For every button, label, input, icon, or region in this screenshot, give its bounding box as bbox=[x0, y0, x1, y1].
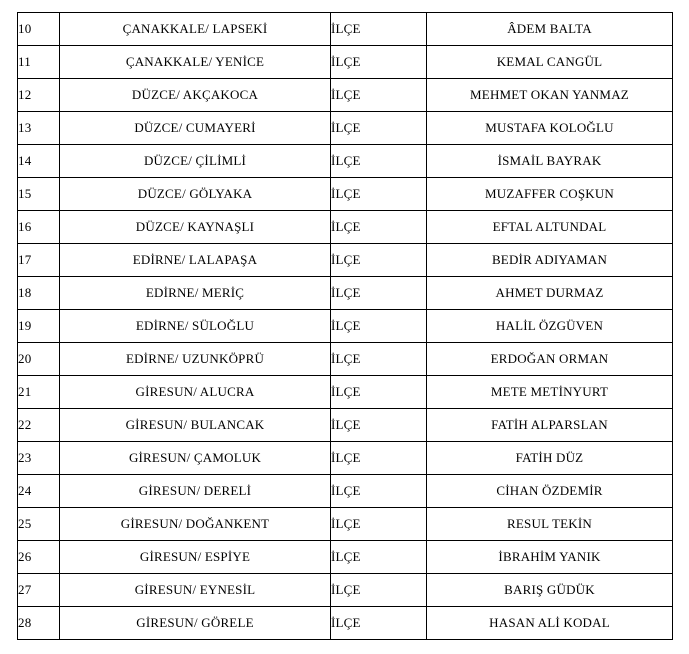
unit-type: İLÇE bbox=[331, 475, 427, 508]
candidate-name: FATİH ALPARSLAN bbox=[427, 409, 673, 442]
candidate-name: MUSTAFA KOLOĞLU bbox=[427, 112, 673, 145]
table-row bbox=[18, 145, 673, 178]
unit-type: İLÇE bbox=[331, 508, 427, 541]
province-district: ÇANAKKALE/ YENİCE bbox=[60, 46, 331, 79]
province-district: GİRESUN/ DERELİ bbox=[60, 475, 331, 508]
candidate-name: HASAN ALİ KODAL bbox=[427, 607, 673, 640]
row-number: 26 bbox=[18, 541, 60, 574]
candidate-name: ÂDEM BALTA bbox=[427, 13, 673, 46]
unit-type: İLÇE bbox=[331, 112, 427, 145]
unit-type: İLÇE bbox=[331, 541, 427, 574]
table-row bbox=[18, 343, 673, 376]
province-district: GİRESUN/ ÇAMOLUK bbox=[60, 442, 331, 475]
table-row bbox=[18, 376, 673, 409]
province-district: GİRESUN/ ALUCRA bbox=[60, 376, 331, 409]
row-number: 21 bbox=[18, 376, 60, 409]
unit-type: İLÇE bbox=[331, 343, 427, 376]
row-number: 13 bbox=[18, 112, 60, 145]
candidate-name: İSMAİL BAYRAK bbox=[427, 145, 673, 178]
unit-type: İLÇE bbox=[331, 277, 427, 310]
province-district: EDİRNE/ SÜLOĞLU bbox=[60, 310, 331, 343]
province-district: DÜZCE/ CUMAYERİ bbox=[60, 112, 331, 145]
province-district: GİRESUN/ GÖRELE bbox=[60, 607, 331, 640]
row-number: 23 bbox=[18, 442, 60, 475]
candidate-table bbox=[17, 12, 673, 640]
table-row bbox=[18, 541, 673, 574]
province-district: ÇANAKKALE/ LAPSEKİ bbox=[60, 13, 331, 46]
row-number: 28 bbox=[18, 607, 60, 640]
unit-type: İLÇE bbox=[331, 178, 427, 211]
candidate-name: ERDOĞAN ORMAN bbox=[427, 343, 673, 376]
unit-type: İLÇE bbox=[331, 211, 427, 244]
row-number: 12 bbox=[18, 79, 60, 112]
province-district: GİRESUN/ ESPİYE bbox=[60, 541, 331, 574]
candidate-name: BEDİR ADIYAMAN bbox=[427, 244, 673, 277]
province-district: GİRESUN/ DOĞANKENT bbox=[60, 508, 331, 541]
table-row bbox=[18, 475, 673, 508]
table-row bbox=[18, 508, 673, 541]
province-district: EDİRNE/ LALAPAŞA bbox=[60, 244, 331, 277]
unit-type: İLÇE bbox=[331, 574, 427, 607]
row-number: 27 bbox=[18, 574, 60, 607]
table-row bbox=[18, 574, 673, 607]
row-number: 18 bbox=[18, 277, 60, 310]
table-row bbox=[18, 46, 673, 79]
row-number: 22 bbox=[18, 409, 60, 442]
table-row bbox=[18, 277, 673, 310]
candidate-name: AHMET DURMAZ bbox=[427, 277, 673, 310]
province-district: GİRESUN/ BULANCAK bbox=[60, 409, 331, 442]
province-district: EDİRNE/ UZUNKÖPRÜ bbox=[60, 343, 331, 376]
province-district: DÜZCE/ AKÇAKOCA bbox=[60, 79, 331, 112]
candidate-name: MEHMET OKAN YANMAZ bbox=[427, 79, 673, 112]
candidate-name: İBRAHİM YANIK bbox=[427, 541, 673, 574]
province-district: EDİRNE/ MERİÇ bbox=[60, 277, 331, 310]
province-district: GİRESUN/ EYNESİL bbox=[60, 574, 331, 607]
unit-type: İLÇE bbox=[331, 376, 427, 409]
province-district: DÜZCE/ KAYNAŞLI bbox=[60, 211, 331, 244]
table-row bbox=[18, 409, 673, 442]
unit-type: İLÇE bbox=[331, 244, 427, 277]
candidate-name: EFTAL ALTUNDAL bbox=[427, 211, 673, 244]
row-number: 17 bbox=[18, 244, 60, 277]
table-row bbox=[18, 607, 673, 640]
table-row bbox=[18, 310, 673, 343]
unit-type: İLÇE bbox=[331, 46, 427, 79]
row-number: 16 bbox=[18, 211, 60, 244]
row-number: 25 bbox=[18, 508, 60, 541]
row-number: 24 bbox=[18, 475, 60, 508]
unit-type: İLÇE bbox=[331, 13, 427, 46]
province-district: DÜZCE/ ÇİLİMLİ bbox=[60, 145, 331, 178]
table-row bbox=[18, 112, 673, 145]
row-number: 11 bbox=[18, 46, 60, 79]
unit-type: İLÇE bbox=[331, 79, 427, 112]
unit-type: İLÇE bbox=[331, 310, 427, 343]
candidate-name: BARIŞ GÜDÜK bbox=[427, 574, 673, 607]
row-number: 19 bbox=[18, 310, 60, 343]
row-number: 15 bbox=[18, 178, 60, 211]
row-number: 14 bbox=[18, 145, 60, 178]
candidate-name: HALİL ÖZGÜVEN bbox=[427, 310, 673, 343]
row-number: 20 bbox=[18, 343, 60, 376]
table-row bbox=[18, 442, 673, 475]
candidate-name: METE METİNYURT bbox=[427, 376, 673, 409]
unit-type: İLÇE bbox=[331, 409, 427, 442]
table-row bbox=[18, 178, 673, 211]
province-district: DÜZCE/ GÖLYAKA bbox=[60, 178, 331, 211]
candidate-table-body bbox=[18, 13, 673, 640]
table-row bbox=[18, 13, 673, 46]
unit-type: İLÇE bbox=[331, 145, 427, 178]
candidate-name: RESUL TEKİN bbox=[427, 508, 673, 541]
candidate-name: MUZAFFER COŞKUN bbox=[427, 178, 673, 211]
candidate-name: KEMAL CANGÜL bbox=[427, 46, 673, 79]
candidate-name: FATİH DÜZ bbox=[427, 442, 673, 475]
table-row bbox=[18, 211, 673, 244]
table-row bbox=[18, 79, 673, 112]
candidate-name: CİHAN ÖZDEMİR bbox=[427, 475, 673, 508]
unit-type: İLÇE bbox=[331, 607, 427, 640]
row-number: 10 bbox=[18, 13, 60, 46]
table-row bbox=[18, 244, 673, 277]
unit-type: İLÇE bbox=[331, 442, 427, 475]
